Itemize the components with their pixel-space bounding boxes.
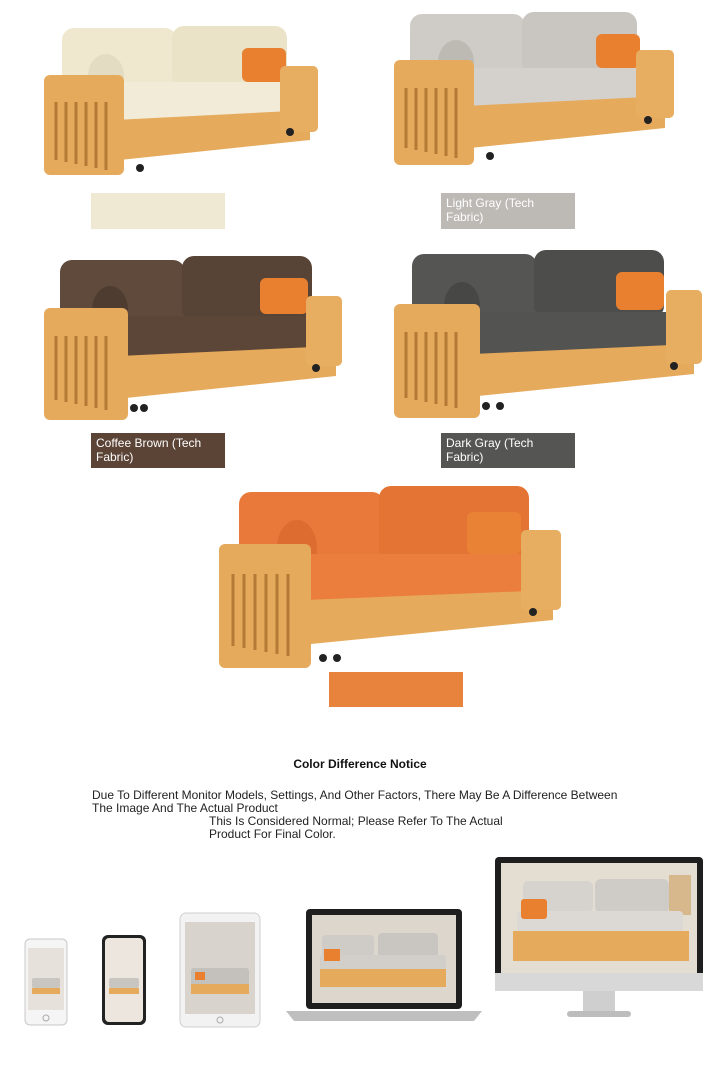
swatch-dark-gray[interactable] xyxy=(441,433,575,468)
sofa-coffee-brown-image xyxy=(40,252,345,427)
swatch-light-gray-label: Light Gray (Tech Fabric) xyxy=(446,196,535,224)
swatch-coffee-brown-label: Coffee Brown (Tech Fabric) xyxy=(96,436,202,464)
laptop-device xyxy=(286,907,482,1030)
tablet-device xyxy=(179,912,261,1033)
sofa-dark-gray-image xyxy=(390,246,705,426)
swatch-light-gray[interactable] xyxy=(441,193,575,229)
swatch-orange[interactable] xyxy=(329,672,463,707)
swatch-dark-gray-label: Dark Gray (Tech Fabric) xyxy=(446,436,534,464)
color-difference-notice-title: Color Difference Notice xyxy=(293,757,427,771)
swatch-beige[interactable] xyxy=(91,193,225,229)
notice-line-2: The Image And The Actual Product xyxy=(92,801,278,815)
swatch-coffee-brown[interactable] xyxy=(91,433,225,468)
sofa-orange-image xyxy=(215,484,565,674)
notice-line-4: Product For Final Color. xyxy=(209,827,336,841)
phone-small-device xyxy=(24,938,68,1031)
notice-line-3: This Is Considered Normal; Please Refer To The Actual xyxy=(209,814,503,828)
phone-device xyxy=(101,934,147,1031)
notice-line-1: Due To Different Monitor Models, Settings, And Other Factors, There May Be A Difference Between xyxy=(92,788,618,802)
monitor-device xyxy=(493,855,705,1028)
sofa-light-gray-image xyxy=(390,8,680,173)
sofa-beige-image xyxy=(40,20,325,185)
